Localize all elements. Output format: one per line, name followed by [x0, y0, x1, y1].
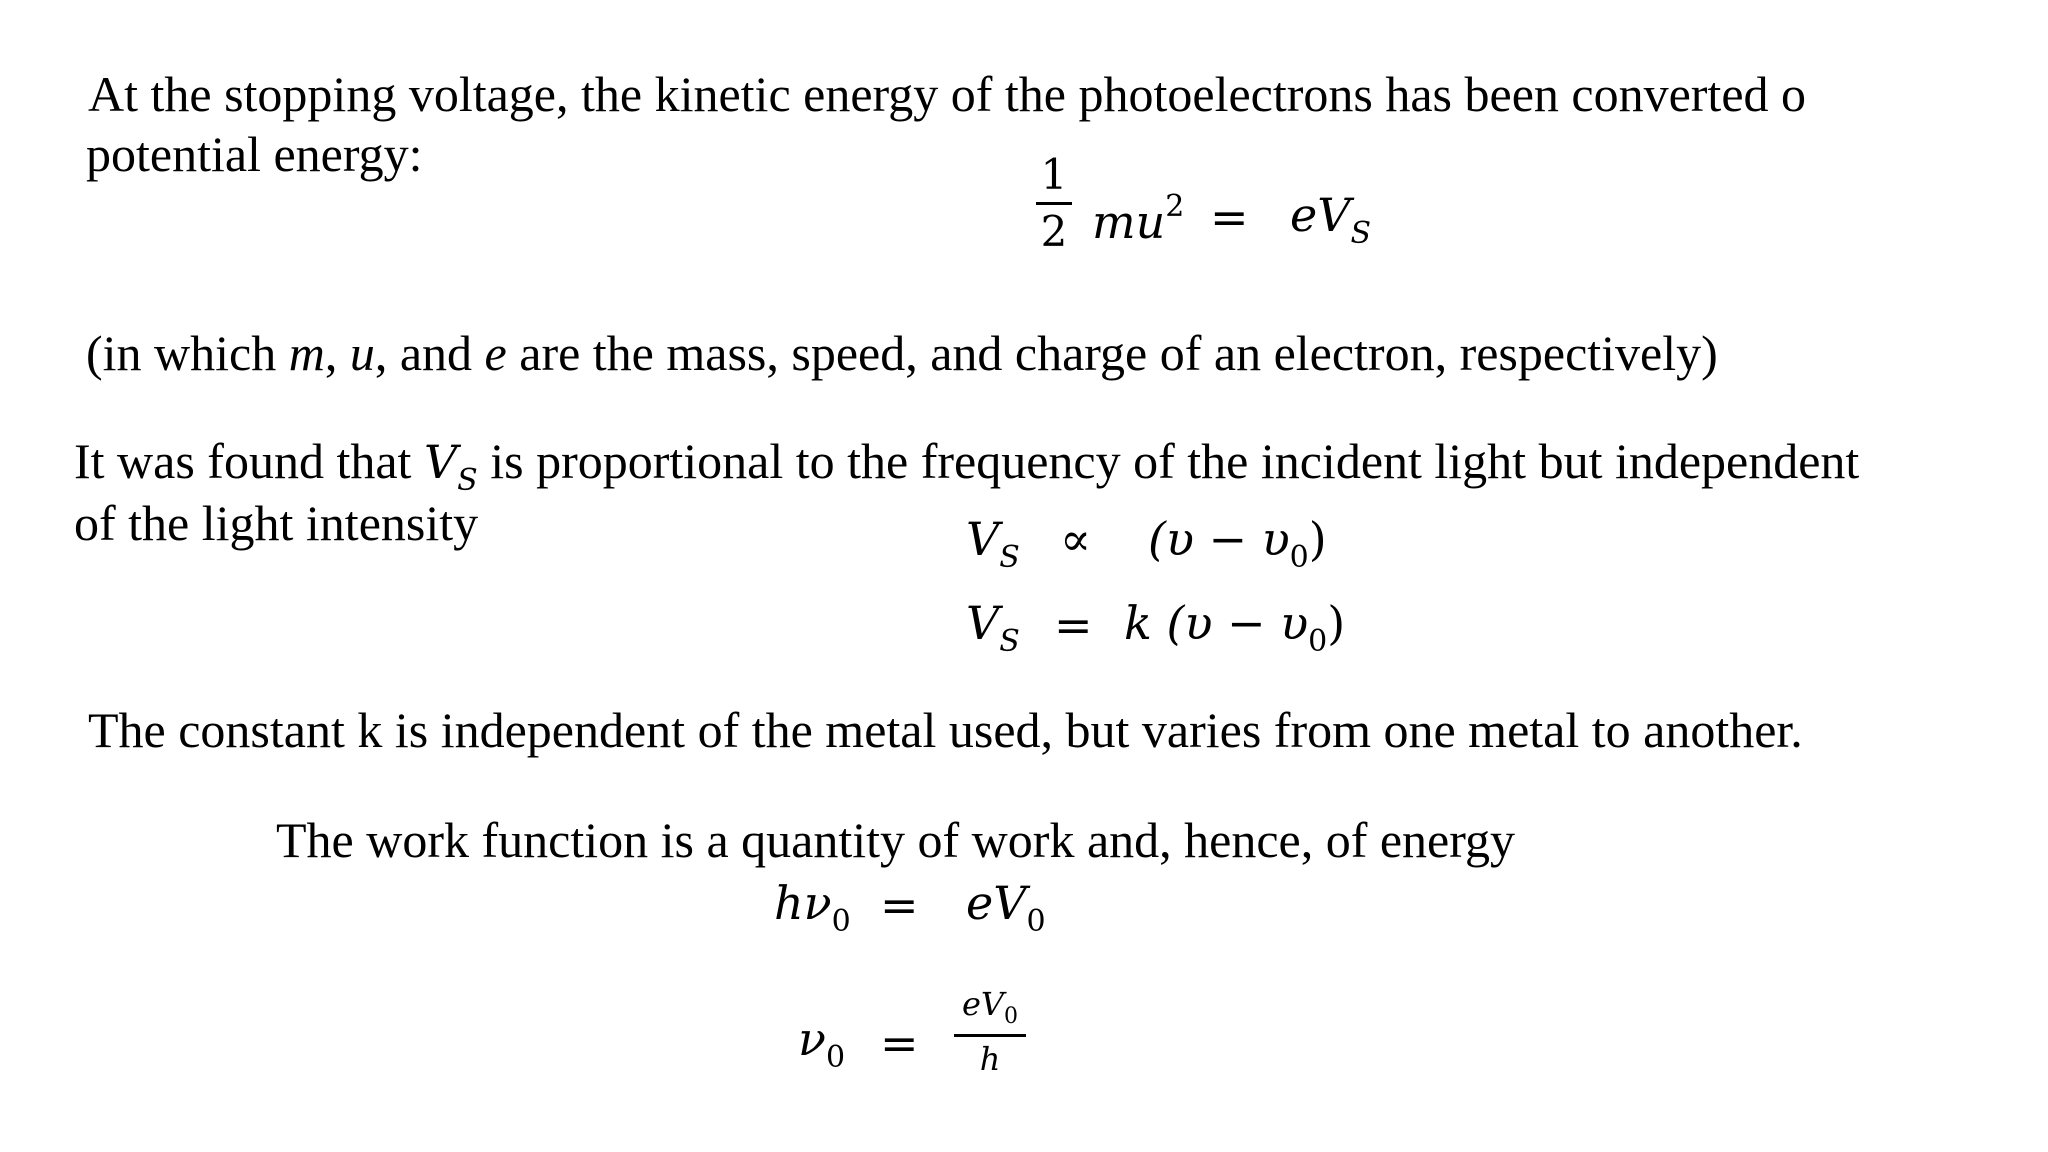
- equation-lhs: $mu^2$: [1092, 189, 1185, 249]
- finding-line-1: It was found that $V_S$ is proportional to the frequency of the incident light but independent: [74, 433, 1860, 498]
- fraction-denominator: h: [979, 1040, 1001, 1078]
- fraction-denominator: 2: [1040, 207, 1068, 256]
- linear-lhs: $V_S$: [966, 596, 1020, 659]
- finding-line-2: of the light intensity: [74, 495, 479, 551]
- variable-note: (in which m, u, and e are the mass, speed, and charge of an electron, respectively): [86, 325, 1718, 381]
- equals-sign: =: [880, 1016, 919, 1070]
- fraction-one-half: [1034, 150, 1074, 256]
- fraction-numerator: $eV_0$: [961, 985, 1019, 1029]
- linear-rhs: k $(\upsilon - \upsilon_0)$: [1124, 596, 1346, 659]
- proportional-symbol: ∝: [1060, 512, 1092, 566]
- threshold-lhs: $\nu_0$: [798, 1012, 846, 1075]
- work-function-statement: The work function is a quantity of work and, hence, of energy: [276, 812, 1515, 868]
- equals-sign: =: [1054, 598, 1093, 652]
- constant-statement: The constant k is independent of the metal used, but varies from one metal to another.: [88, 702, 1803, 758]
- fraction-bar: [954, 1034, 1026, 1037]
- proportional-rhs: $(\upsilon - \upsilon_0)$: [1148, 512, 1327, 575]
- intro-line-2: potential energy:: [86, 126, 423, 182]
- fraction-bar: [1036, 202, 1072, 205]
- equals-sign: =: [1210, 190, 1249, 244]
- equation-rhs: $eV_S$: [1290, 188, 1372, 251]
- intro-line-1: At the stopping voltage, the kinetic energy of the photoelectrons has been converted o: [88, 66, 1807, 122]
- fraction-numerator: 1: [1040, 150, 1068, 199]
- work-lhs: $h\nu_0$: [774, 876, 851, 939]
- threshold-fraction: [954, 985, 1026, 1078]
- work-rhs: $eV_0$: [966, 876, 1046, 939]
- equals-sign: =: [880, 878, 919, 932]
- proportional-lhs: $V_S$: [966, 512, 1020, 575]
